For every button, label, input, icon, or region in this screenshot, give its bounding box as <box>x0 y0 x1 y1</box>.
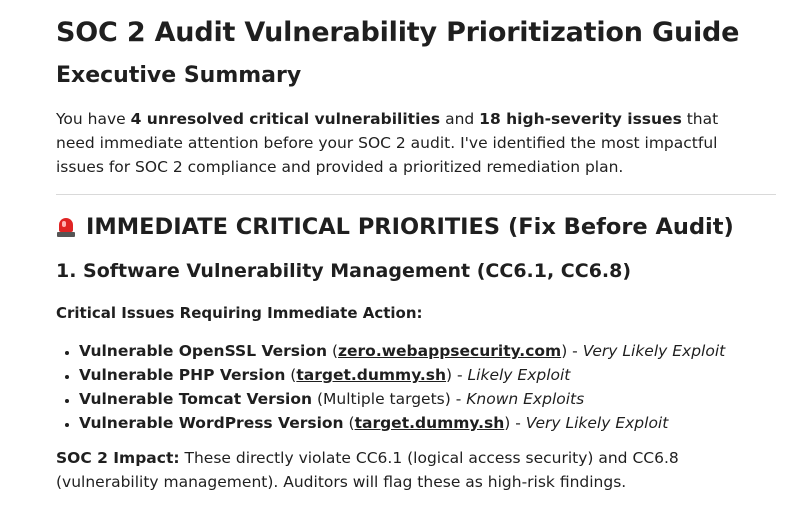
list-item <box>79 411 776 435</box>
executive-summary-text <box>56 107 746 179</box>
divider <box>56 194 776 195</box>
issue-pre: (Multiple targets) - <box>312 390 467 408</box>
summary-text-3: that need immediate attention before your SOC 2 audit. I've identified the most impactful issues for SOC 2 compliance and provided a prioritized remediation plan. <box>56 110 719 176</box>
summary-text-1: You have <box>56 110 131 128</box>
list-item <box>79 387 776 411</box>
critical-count: 4 unresolved critical vulnerabilities <box>130 110 441 128</box>
issue-post: ) - <box>446 366 468 384</box>
issue-post: ) - <box>504 414 526 432</box>
issue-post: ) - <box>561 342 583 360</box>
impact-text: These directly violate CC6.1 (logical access security) and CC6.8 (vulnerability management). Auditors will flag these as high-risk findings. <box>56 449 679 491</box>
issue-name: Vulnerable Tomcat Version <box>79 390 313 408</box>
issue-pre: ( <box>343 414 355 432</box>
issues-list <box>56 339 776 435</box>
issue-pre: ( <box>327 342 338 360</box>
exploit-likelihood: Known Exploits <box>466 390 585 408</box>
target-link[interactable]: zero.webappsecurity.com <box>338 342 562 360</box>
impact-label: SOC 2 Impact: <box>56 449 180 467</box>
issue-name: Vulnerable OpenSSL Version <box>79 342 328 360</box>
executive-summary-heading: Executive Summary <box>56 63 302 88</box>
issues-label: Critical Issues Requiring Immediate Action: <box>56 304 423 322</box>
high-severity-count: 18 high-severity issues <box>479 110 682 128</box>
critical-priorities-heading <box>56 211 776 243</box>
target-link[interactable]: target.dummy.sh <box>354 414 505 432</box>
issue-name: Vulnerable WordPress Version <box>79 414 344 432</box>
issue-pre: ( <box>285 366 297 384</box>
software-vuln-heading: 1. Software Vulnerability Management (CC6.1, CC6.8) <box>56 260 632 282</box>
target-link[interactable]: target.dummy.sh <box>296 366 447 384</box>
exploit-likelihood: Very Likely Exploit <box>525 414 669 432</box>
exploit-likelihood: Very Likely Exploit <box>582 342 726 360</box>
exploit-likelihood: Likely Exploit <box>467 366 571 384</box>
critical-priorities-title: IMMEDIATE CRITICAL PRIORITIES (Fix Before Audit) <box>86 214 734 240</box>
siren-icon <box>56 216 76 238</box>
soc2-impact <box>56 446 756 494</box>
list-item <box>79 339 776 363</box>
summary-text-2: and <box>440 110 480 128</box>
issue-name: Vulnerable PHP Version <box>79 366 286 384</box>
list-item <box>79 363 776 387</box>
page-title: SOC 2 Audit Vulnerability Prioritization Guide <box>56 17 740 48</box>
